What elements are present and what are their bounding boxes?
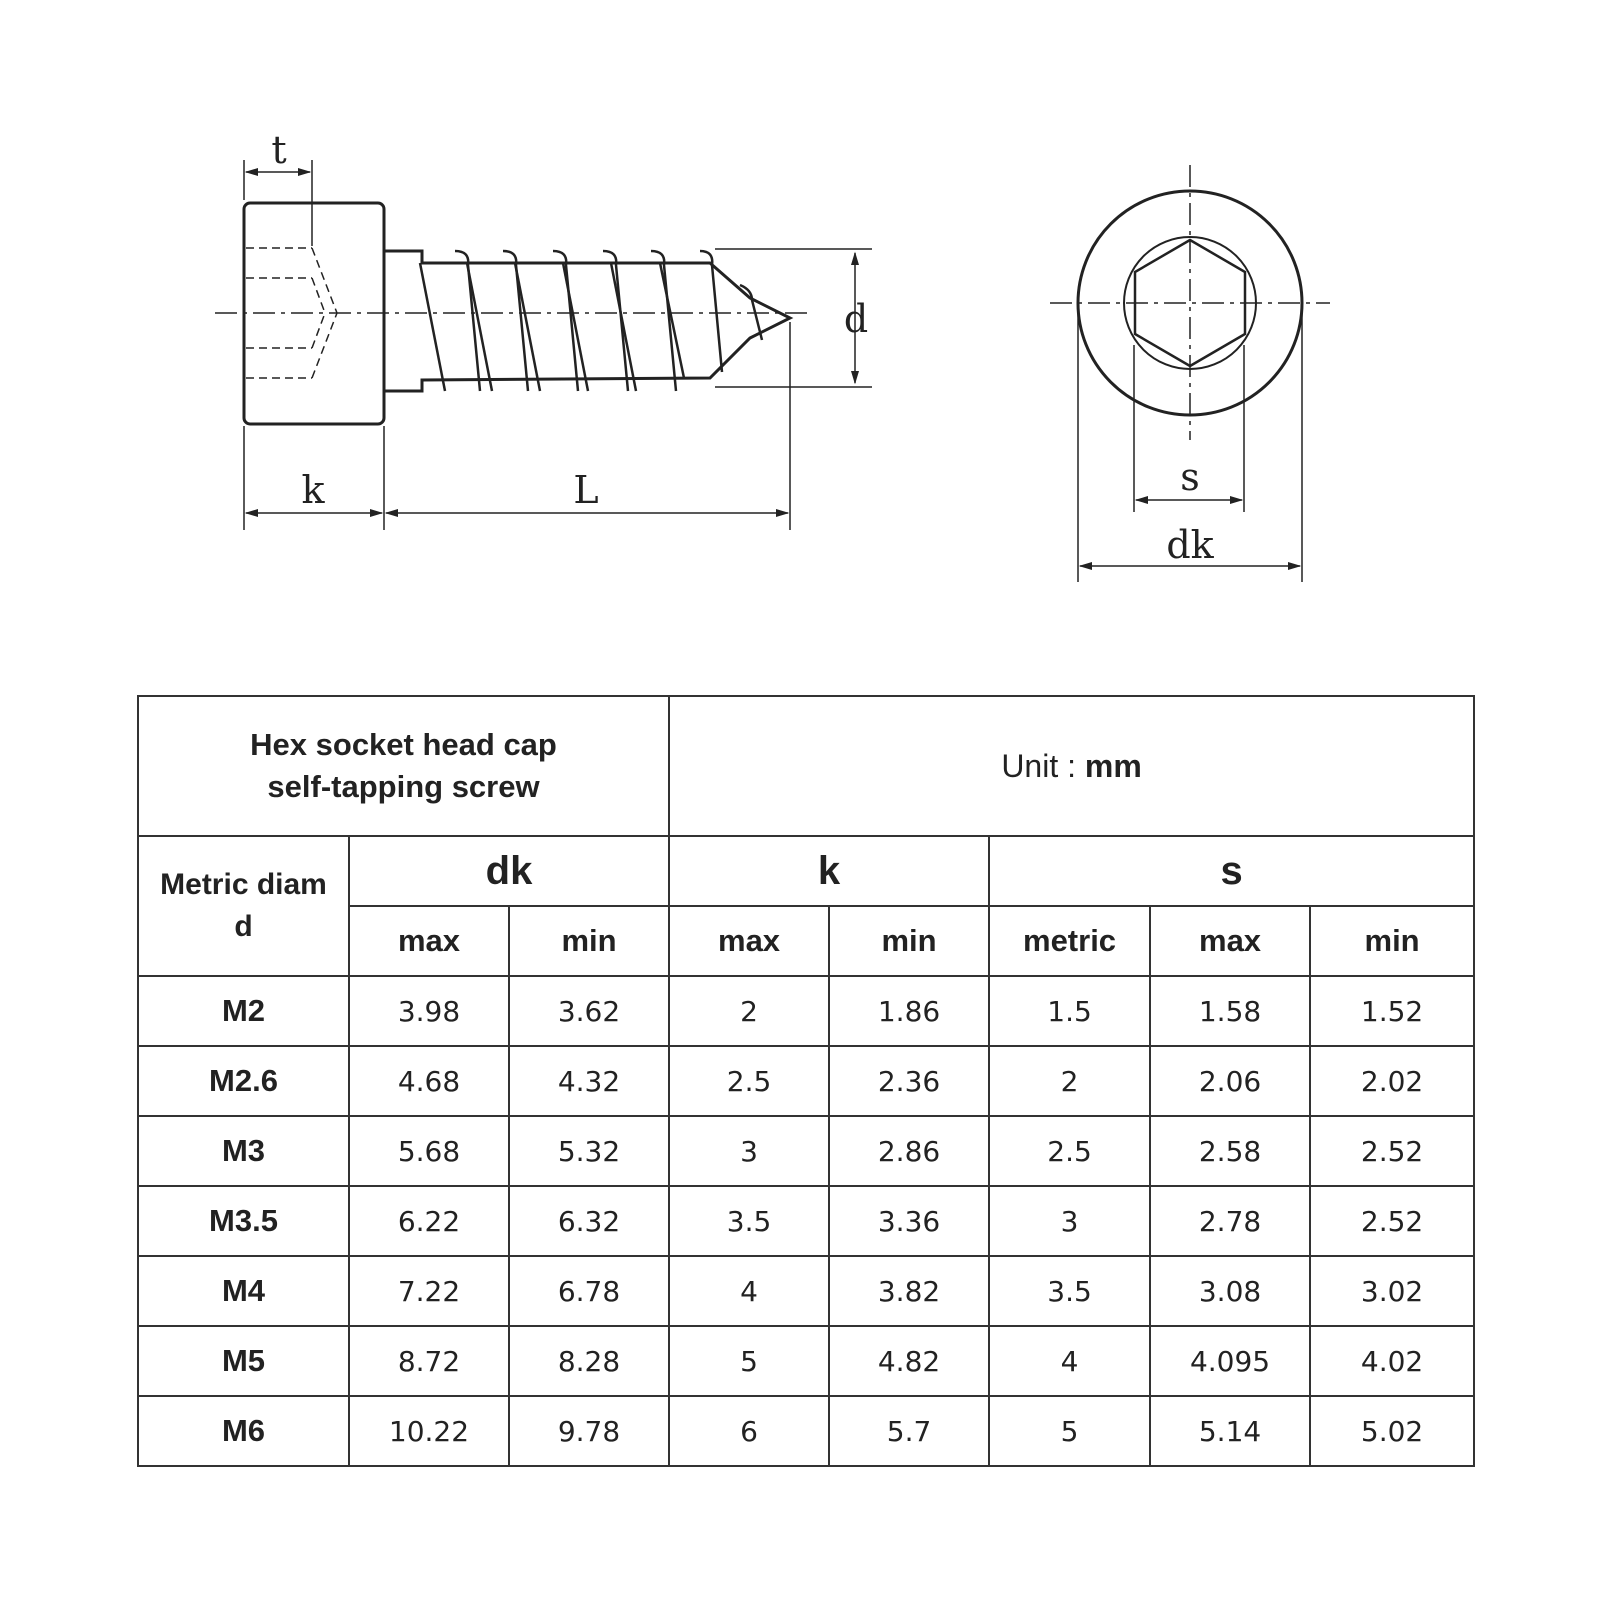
value-cell: 2.36	[829, 1046, 989, 1116]
value-cell: 3.5	[989, 1256, 1150, 1326]
value-cell: 3	[989, 1186, 1150, 1256]
screw-shank	[384, 251, 790, 391]
subheader-s-min: min	[1310, 906, 1474, 976]
k-label: k	[301, 468, 325, 512]
value-cell: 2	[669, 976, 829, 1046]
value-cell: 9.78	[509, 1396, 669, 1466]
value-cell: 2.02	[1310, 1046, 1474, 1116]
value-cell: 3.5	[669, 1186, 829, 1256]
subheader-s-metric: metric	[989, 906, 1150, 976]
size-cell: M3.5	[138, 1186, 349, 1256]
top-view	[1050, 165, 1330, 582]
value-cell: 6.22	[349, 1186, 509, 1256]
dk-label: dk	[1166, 523, 1214, 567]
value-cell: 2	[989, 1046, 1150, 1116]
value-cell: 4.82	[829, 1326, 989, 1396]
value-cell: 6.78	[509, 1256, 669, 1326]
value-cell: 6	[669, 1396, 829, 1466]
value-cell: 2.86	[829, 1116, 989, 1186]
table-title-line2: self-tapping screw	[267, 769, 540, 804]
table-row	[138, 1116, 1474, 1186]
value-cell: 1.5	[989, 976, 1150, 1046]
spec-table	[137, 695, 1475, 1467]
value-cell: 2.06	[1150, 1046, 1310, 1116]
table-title	[138, 696, 669, 836]
size-cell: M3	[138, 1116, 349, 1186]
value-cell: 1.86	[829, 976, 989, 1046]
table-title-line1: Hex socket head cap	[250, 727, 557, 762]
value-cell: 3.08	[1150, 1256, 1310, 1326]
value-cell: 2.78	[1150, 1186, 1310, 1256]
value-cell: 3.36	[829, 1186, 989, 1256]
title-row	[138, 696, 1474, 836]
value-cell: 2.52	[1310, 1186, 1474, 1256]
size-cell: M2	[138, 976, 349, 1046]
value-cell: 2.5	[669, 1046, 829, 1116]
t-label: t	[271, 128, 287, 172]
unit-cell	[669, 696, 1474, 836]
value-cell: 5.7	[829, 1396, 989, 1466]
value-cell: 8.28	[509, 1326, 669, 1396]
table-row	[138, 1186, 1474, 1256]
value-cell: 2.58	[1150, 1116, 1310, 1186]
group-header-k: k	[669, 836, 989, 906]
subheader-k-max: max	[669, 906, 829, 976]
value-cell: 10.22	[349, 1396, 509, 1466]
table-row	[138, 976, 1474, 1046]
value-cell: 4.68	[349, 1046, 509, 1116]
table-row	[138, 1396, 1474, 1466]
subheader-dk-min: min	[509, 906, 669, 976]
metric-header-line1: Metric diam	[160, 868, 327, 901]
value-cell: 5	[669, 1326, 829, 1396]
s-label: s	[1180, 455, 1200, 499]
value-cell: 8.72	[349, 1326, 509, 1396]
size-cell: M5	[138, 1326, 349, 1396]
value-cell: 7.22	[349, 1256, 509, 1326]
screw-threads	[420, 251, 762, 391]
metric-diam-header	[138, 836, 349, 976]
value-cell: 3.62	[509, 976, 669, 1046]
value-cell: 3.02	[1310, 1256, 1474, 1326]
subheader-s-max: max	[1150, 906, 1310, 976]
value-cell: 3	[669, 1116, 829, 1186]
size-cell: M2.6	[138, 1046, 349, 1116]
value-cell: 4.32	[509, 1046, 669, 1116]
size-cell: M4	[138, 1256, 349, 1326]
value-cell: 5.32	[509, 1116, 669, 1186]
table-row	[138, 1256, 1474, 1326]
value-cell: 3.98	[349, 976, 509, 1046]
subheader-dk-max: max	[349, 906, 509, 976]
value-cell: 4.02	[1310, 1326, 1474, 1396]
group-header-s: s	[989, 836, 1474, 906]
value-cell: 1.52	[1310, 976, 1474, 1046]
value-cell: 6.32	[509, 1186, 669, 1256]
value-cell: 5	[989, 1396, 1150, 1466]
value-cell: 5.14	[1150, 1396, 1310, 1466]
table-row	[138, 1046, 1474, 1116]
value-cell: 4	[989, 1326, 1150, 1396]
size-cell: M6	[138, 1396, 349, 1466]
group-header-row	[138, 836, 1474, 906]
metric-header-line2: d	[234, 910, 253, 943]
L-label: L	[573, 468, 599, 512]
table-row	[138, 1326, 1474, 1396]
value-cell: 5.02	[1310, 1396, 1474, 1466]
value-cell: 2.5	[989, 1116, 1150, 1186]
subheader-k-min: min	[829, 906, 989, 976]
value-cell: 4.095	[1150, 1326, 1310, 1396]
group-header-dk: dk	[349, 836, 669, 906]
value-cell: 5.68	[349, 1116, 509, 1186]
value-cell: 3.82	[829, 1256, 989, 1326]
value-cell: 1.58	[1150, 976, 1310, 1046]
value-cell: 2.52	[1310, 1116, 1474, 1186]
value-cell: 4	[669, 1256, 829, 1326]
unit-label: Unit :	[1001, 747, 1085, 784]
d-label: d	[843, 297, 869, 341]
unit-value: mm	[1084, 747, 1142, 784]
screw-technical-drawing	[0, 0, 1601, 640]
